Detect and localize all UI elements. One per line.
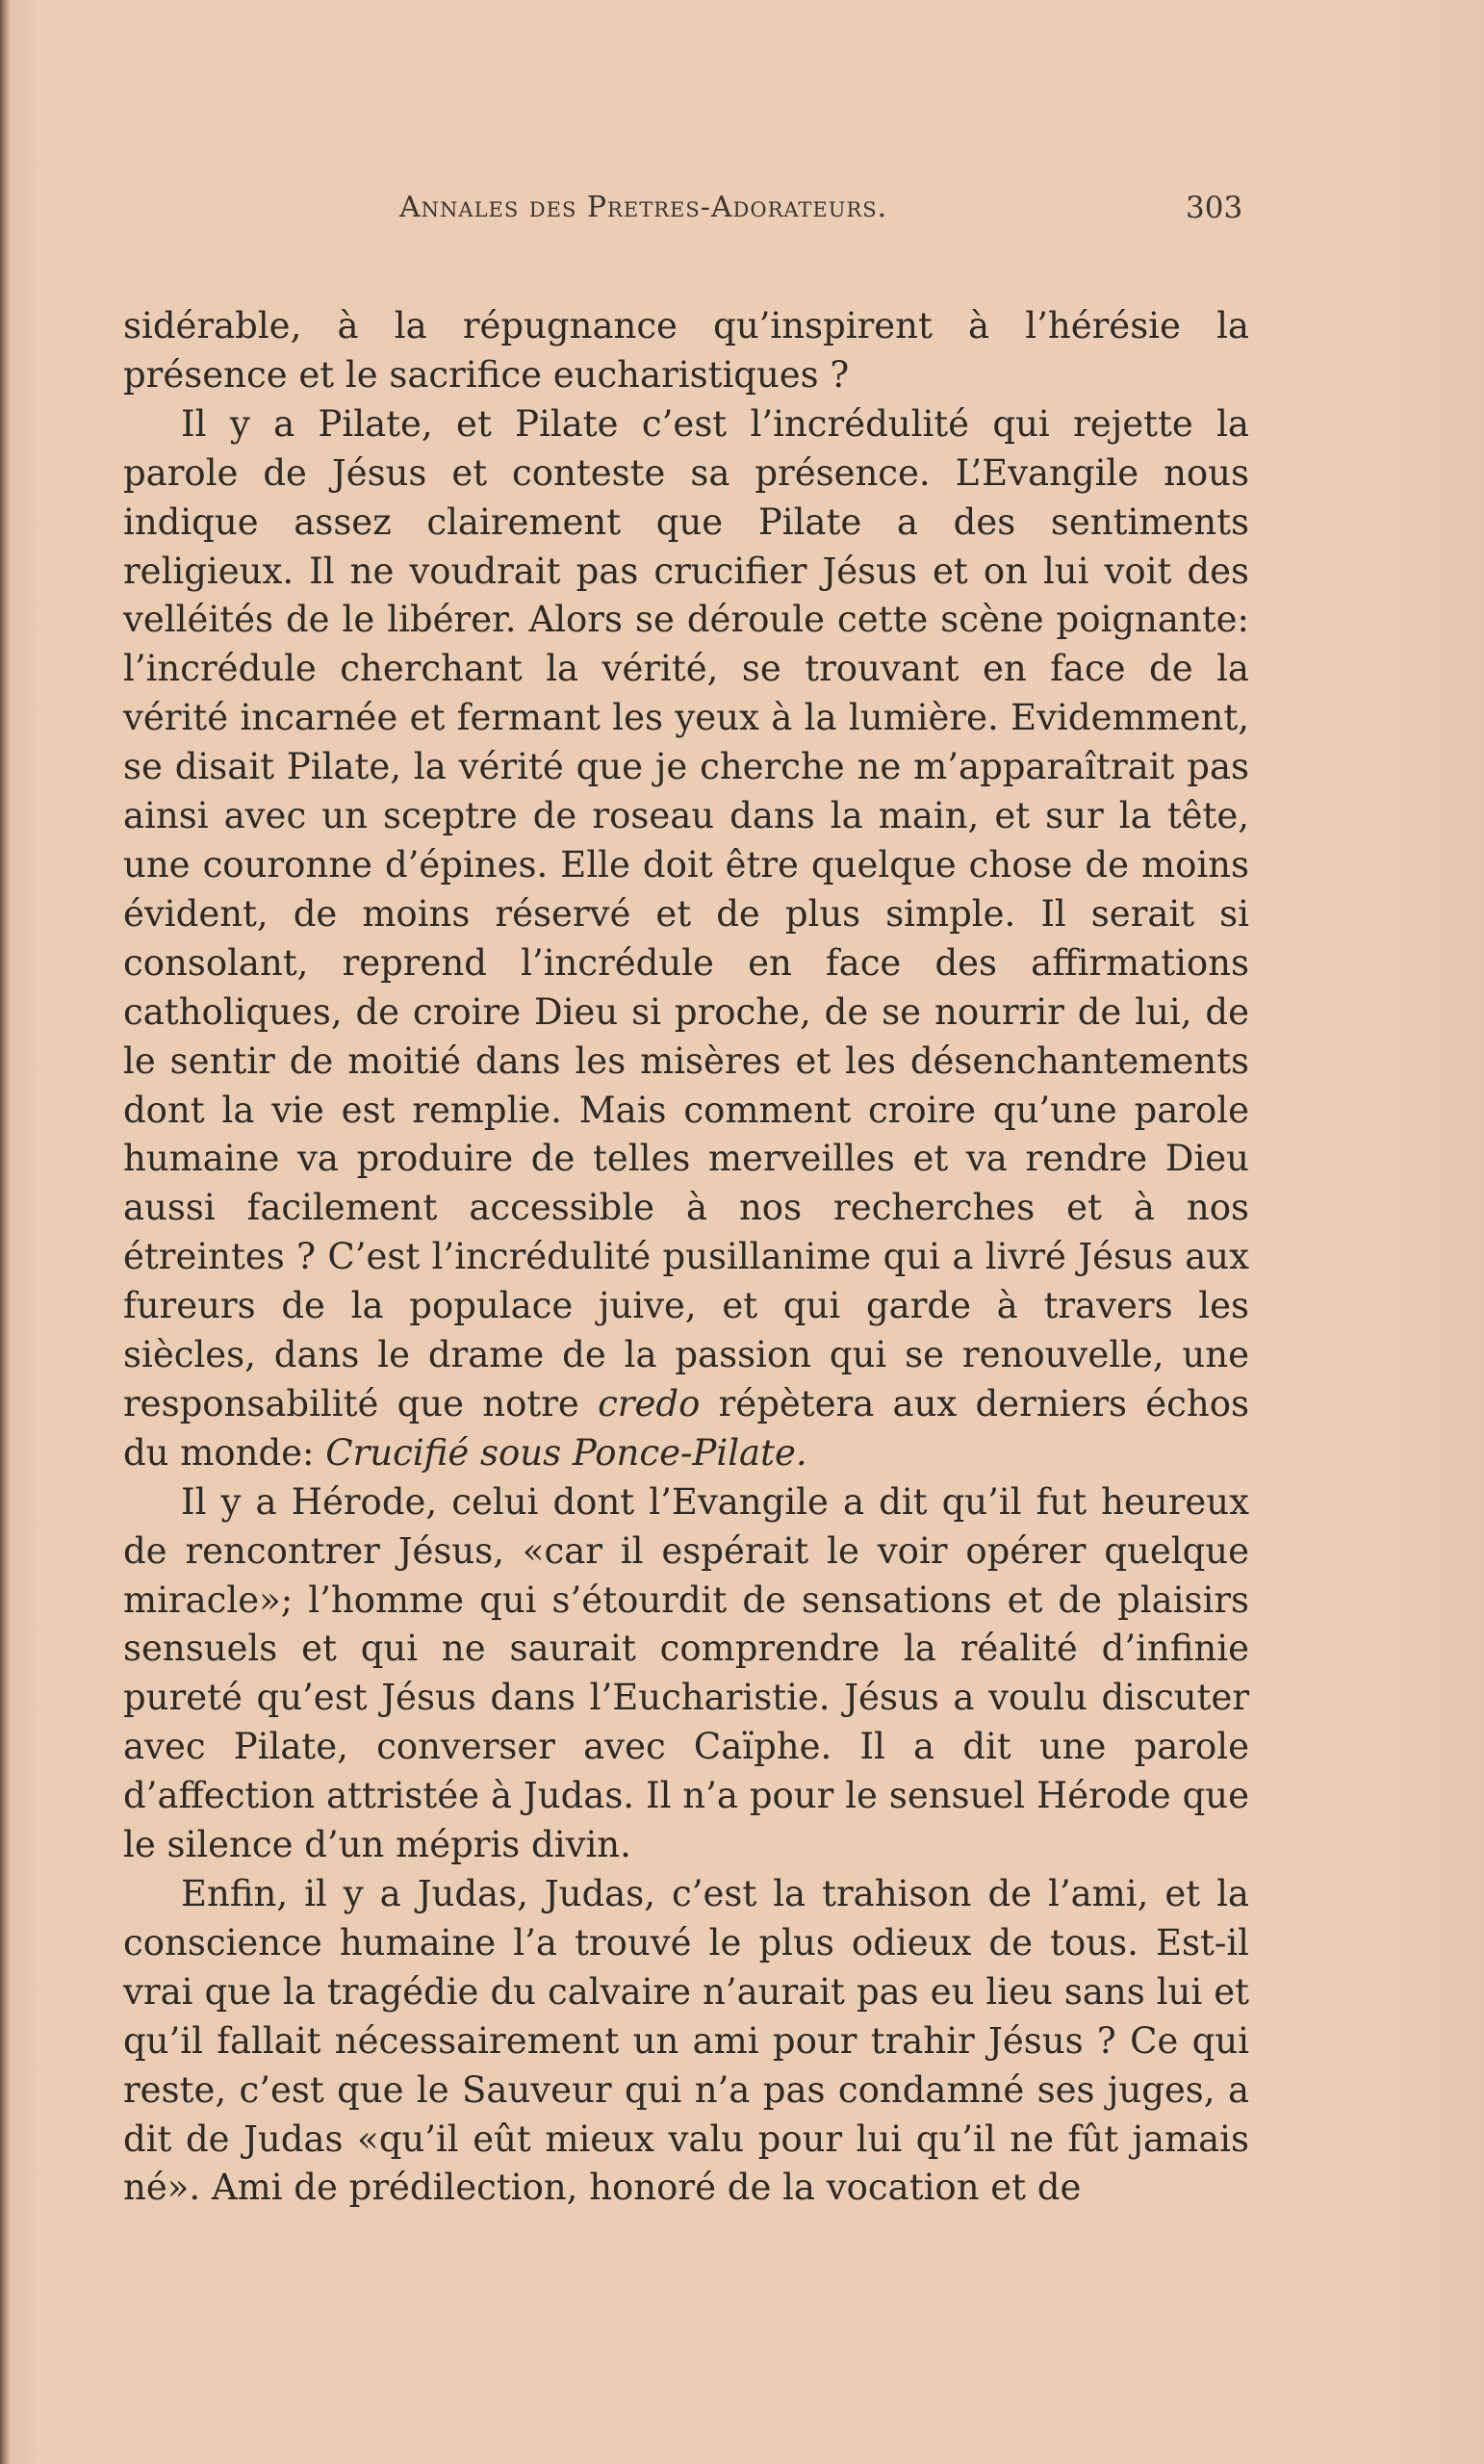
paragraph-2-text-a: Il y a Pilate, et Pilate c’est l’incrédulité qui rejette la parole de Jésus et conteste sa présence. L’Evangile nous indique assez clairement que Pilate a des sentiments religieux. Il ne voudrait pas crucifier Jésus et on lui voit des velléités de le libérer. Alors se déroule cette scène poignante: l’incrédule cherchant la vérité, se trouvant en face de la vérité incarnée et fermant les yeux à la lumière. Evidemment, se disait Pilate, la vérité que je cherche ne m’apparaîtrait pas ainsi avec un sceptre de roseau dans la main, et sur la tête, une couronne d’épines. Elle doit être quelque chose de moins évident, de moins réservé et de plus simple. Il serait si consolant, reprend l’incrédule en face des affirmations catholiques, de croire Dieu si proche, de se nourrir de lui, de le sentir de moitié dans les misères et les désenchantements dont la vie est remplie. Mais comment croire qu’une parole humaine va produire de telles merveilles et va rendre Dieu aussi facilement accessible à nos recherches et à nos étreintes ? C’est l’incrédulité pusillanime qui a livré Jésus aux fureurs de la populace juive, et qui garde à travers les siècles, dans le drame de la passion qui se renouvelle, une responsabilité que notre bbox=[123, 402, 1249, 1424]
paragraph-2 bbox=[123, 400, 1249, 1478]
page-number: 303 bbox=[1186, 191, 1243, 225]
paragraph-3 bbox=[123, 1478, 1249, 1870]
paragraph-3-text: Il y a Hérode, celui dont l’Evangile a dit qu’il fut heureux de rencontrer Jésus, «car il espérait le voir opérer quelque miracle»; l’homme qui s’étourdit de sensations et de plaisirs sensuels et qui ne saurait comprendre la réalité d’infinie pureté qu’est Jésus dans l’Eucharistie. Jésus a voulu discuter avec Pilate, converser avec Caïphe. Il a dit une parole d’affection attristée à Judas. Il n’a pour le sensuel Hérode que le silence d’un mépris divin. bbox=[123, 1480, 1249, 1866]
paragraph-1-text: sidérable, à la répugnance qu’inspirent à l’hérésie la présence et le sacrifice eucharistiques ? bbox=[123, 305, 1249, 396]
paragraph-4-text: Enfin, il y a Judas, Judas, c’est la trahison de l’ami, et la conscience humaine l’a trouvé le plus odieux de tous. Est-il vrai que la tragédie du calvaire n’aurait pas eu lieu sans lui et qu’il fallait nécessairement un ami pour trahir Jésus ? Ce qui reste, c’est que le Sauveur qui n’a pas condamné ses juges, a dit de Judas «qu’il eût mieux valu pour lui qu’il ne fût jamais né». Ami de prédilection, honoré de la vocation et de bbox=[123, 1873, 1249, 2209]
body-text bbox=[123, 302, 1249, 2213]
italic-credo: credo bbox=[598, 1382, 701, 1424]
paragraph-2-text-b: répètera aux derniers échos du monde: bbox=[123, 1382, 1249, 1474]
paragraph-4 bbox=[123, 1870, 1249, 2213]
page-edge-shadow bbox=[0, 0, 10, 2464]
paragraph-1 bbox=[123, 302, 1249, 400]
running-header bbox=[0, 191, 1484, 248]
italic-crucifie: Crucifié sous Ponce-Pilate. bbox=[325, 1431, 807, 1474]
running-title: Annales des Pretres-Adorateurs. bbox=[399, 191, 888, 224]
